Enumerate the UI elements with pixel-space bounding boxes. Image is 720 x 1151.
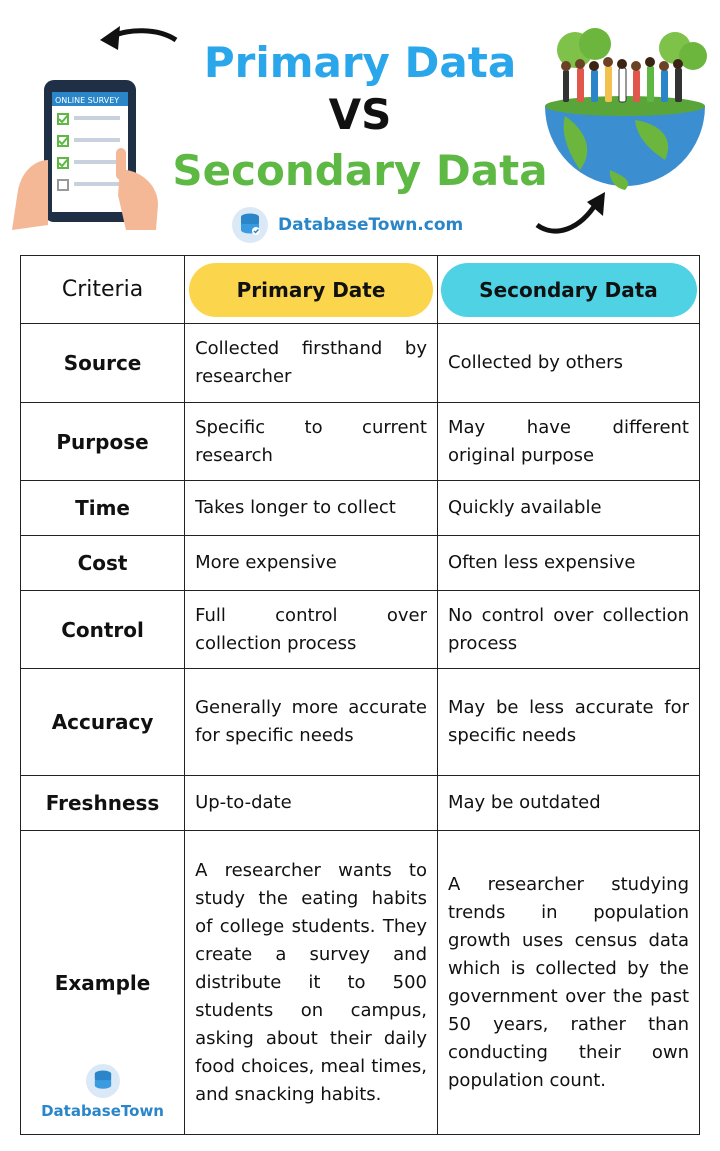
- primary-cell: Generally more accurate for specific needs: [185, 669, 438, 776]
- header-criteria: Criteria: [21, 256, 185, 324]
- table-row: [21, 481, 700, 536]
- table-row: [21, 403, 700, 481]
- header: [0, 0, 720, 250]
- table-row: [21, 536, 700, 591]
- secondary-cell: Quickly available: [438, 481, 700, 536]
- table-row: [21, 776, 700, 831]
- database-icon: [86, 1064, 120, 1098]
- brand-text: DatabaseTown.com: [278, 215, 464, 235]
- footer-brand: [21, 1064, 184, 1120]
- primary-cell: More expensive: [185, 536, 438, 591]
- globe-people-icon: [525, 20, 715, 235]
- criteria-cell: Freshness: [21, 776, 185, 831]
- table-header-row: [21, 256, 700, 324]
- title-primary: Primary Data: [203, 38, 517, 87]
- criteria-cell: Purpose: [21, 403, 185, 481]
- criteria-cell: Accuracy: [21, 669, 185, 776]
- table-row: [21, 669, 700, 776]
- header-primary: Primary Date: [189, 263, 433, 317]
- header-primary-cell: [185, 256, 438, 324]
- secondary-cell: May be outdated: [438, 776, 700, 831]
- brand: [232, 206, 463, 244]
- criteria-cell: Cost: [21, 536, 185, 591]
- comparison-table: [20, 255, 700, 1135]
- title-vs: VS: [328, 90, 392, 139]
- criteria-cell-example: [21, 831, 185, 1135]
- secondary-cell: No control over collection process: [438, 591, 700, 669]
- primary-cell: Full control over collection process: [185, 591, 438, 669]
- primary-cell: A researcher wants to study the eating habits of college students. They create a survey and distribute it to 500 students on campus, asking about their daily food choices, meal times, and snacking habits.: [185, 831, 438, 1135]
- criteria-cell: Source: [21, 324, 185, 403]
- table-row: [21, 324, 700, 403]
- header-secondary: Secondary Data: [441, 263, 697, 317]
- primary-cell: Up-to-date: [185, 776, 438, 831]
- footer-brand-text: DatabaseTown: [41, 1102, 164, 1120]
- primary-cell: Takes longer to collect: [185, 481, 438, 536]
- secondary-cell: Collected by others: [438, 324, 700, 403]
- criteria-label: Example: [54, 970, 151, 995]
- table-row: [21, 831, 700, 1135]
- title-secondary: Secondary Data: [172, 146, 548, 195]
- survey-label: ONLINE SURVEY: [55, 96, 120, 105]
- secondary-cell: Often less expensive: [438, 536, 700, 591]
- secondary-cell: May be less accurate for specific needs: [438, 669, 700, 776]
- criteria-cell: Control: [21, 591, 185, 669]
- secondary-cell: A researcher studying trends in population growth uses census data which is collected by the government over the past 50 years, rather than conducting their own population count.: [438, 831, 700, 1135]
- primary-cell: Specific to current research: [185, 403, 438, 481]
- header-secondary-cell: [438, 256, 700, 324]
- primary-cell: Collected firsthand by researcher: [185, 324, 438, 403]
- criteria-cell: Time: [21, 481, 185, 536]
- table-row: [21, 591, 700, 669]
- secondary-cell: May have different original purpose: [438, 403, 700, 481]
- database-icon: [232, 207, 268, 243]
